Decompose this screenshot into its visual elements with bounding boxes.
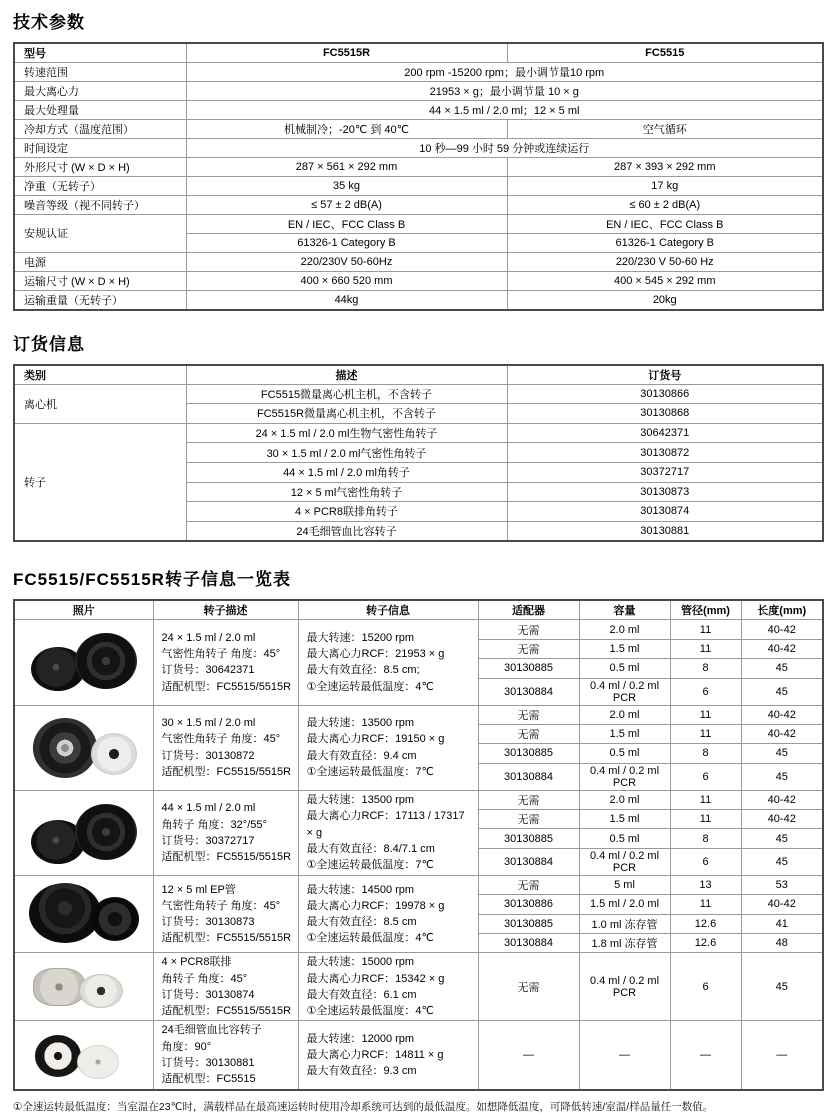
rotor-desc-line: 44 × 1.5 ml / 2.0 ml xyxy=(161,802,256,815)
rotor-desc xyxy=(153,620,298,705)
length-cell: 45 xyxy=(741,848,823,875)
diameter-cell: — xyxy=(670,1021,741,1090)
diameter-cell: 6 xyxy=(670,763,741,790)
table-row xyxy=(14,63,823,82)
rotor-photo-cell xyxy=(14,1021,153,1090)
rotor-desc-line: 角转子 角度：32°/55° xyxy=(161,818,267,831)
capacity-cell: 0.5 ml xyxy=(579,744,670,763)
rotor-desc-line: 30 × 1.5 ml / 2.0 ml xyxy=(161,717,256,730)
adapter-cell: 30130884 xyxy=(478,763,579,790)
rotor-photo-cell xyxy=(14,953,153,1021)
param-label: 噪音等级（视不同转子） xyxy=(14,196,186,215)
order-desc: 4 × PCR8联排角转子 xyxy=(186,502,507,522)
rotor-desc-line: 适配机型：FC5515 xyxy=(161,1073,256,1086)
order-number: 30130868 xyxy=(507,404,823,424)
order-number: 30130873 xyxy=(507,482,823,502)
rotor-info-line: 最大离心力RCF：15342 × g xyxy=(306,972,445,985)
col-header-model: 型号 xyxy=(14,43,186,63)
order-number: 30130872 xyxy=(507,443,823,463)
col-header-tube-length: 长度(mm) xyxy=(741,600,823,620)
table-row xyxy=(14,139,823,158)
table-header-row xyxy=(14,600,823,620)
order-desc: 12 × 5 ml气密性角转子 xyxy=(186,482,507,502)
length-cell: 45 xyxy=(741,744,823,763)
table-row xyxy=(14,290,823,310)
rotor-photo-pcr8-rotor xyxy=(29,966,139,1008)
order-desc: 24 × 1.5 ml / 2.0 ml生物气密性角转子 xyxy=(186,423,507,443)
length-cell: 45 xyxy=(741,763,823,790)
rotor-info-line: 最大有效直径：8.5 cm; xyxy=(306,664,420,677)
rotor-desc-line: 订货号：30130873 xyxy=(161,916,255,929)
rotor-desc xyxy=(153,1021,298,1090)
capacity-cell: 0.4 ml / 0.2 ml PCR xyxy=(579,848,670,875)
diameter-cell: 11 xyxy=(670,724,741,743)
rotor-info-line: 最大转速：13500 rpm xyxy=(306,717,415,730)
diameter-cell: 8 xyxy=(670,659,741,678)
capacity-cell: 2.0 ml xyxy=(579,620,670,639)
col-header-capacity: 容量 xyxy=(579,600,670,620)
section-title-ordering: 订货信息 xyxy=(13,334,85,354)
length-cell: 45 xyxy=(741,829,823,848)
rotor-photo-cell xyxy=(14,790,153,875)
rotor-desc-line: 12 × 5 ml EP管 xyxy=(161,883,236,896)
param-label: 转速范围 xyxy=(14,63,186,82)
rotor-info-line: 最大离心力RCF：21953 × g xyxy=(306,648,445,661)
diameter-cell: 6 xyxy=(670,678,741,705)
col-header-rotor-info: 转子信息 xyxy=(298,600,478,620)
capacity-cell: 1.5 ml xyxy=(579,724,670,743)
table-row xyxy=(14,875,823,894)
length-cell: 40-42 xyxy=(741,790,823,809)
order-number: 30130874 xyxy=(507,502,823,522)
length-cell: 40-42 xyxy=(741,620,823,639)
capacity-cell: 1.8 ml 冻存管 xyxy=(579,934,670,953)
rotor-photo-12x5ml-rotor xyxy=(25,881,143,947)
col-header-tube-diameter: 管径(mm) xyxy=(670,600,741,620)
rotor-info-line: 最大转速：12000 rpm xyxy=(306,1032,415,1045)
length-cell: 40-42 xyxy=(741,639,823,658)
table-row xyxy=(14,196,823,215)
rotor-info xyxy=(298,875,478,953)
param-label: 冷却方式（温度范围） xyxy=(14,120,186,139)
rotor-desc xyxy=(153,875,298,953)
order-number: 30372717 xyxy=(507,462,823,482)
table-row xyxy=(14,423,823,443)
rotor-info xyxy=(298,1021,478,1090)
param-value: 61326-1 Category B xyxy=(186,234,507,253)
length-cell: 45 xyxy=(741,678,823,705)
length-cell: 41 xyxy=(741,914,823,933)
table-row xyxy=(14,177,823,196)
rotor-info-line: 最大转速：13500 rpm xyxy=(306,794,415,807)
tech-params-table xyxy=(13,42,824,311)
table-row xyxy=(14,790,823,809)
rotor-info-line: 最大有效直径：8.5 cm xyxy=(306,916,417,929)
order-desc: 24毛细管血比容转子 xyxy=(186,521,507,541)
rotor-desc-line: 气密性角转子 角度：45° xyxy=(161,899,281,912)
param-label: 最大离心力 xyxy=(14,82,186,101)
rotor-desc-line: 角转子 角度：45° xyxy=(161,972,248,985)
table-row xyxy=(14,1021,823,1090)
adapter-cell: 30130885 xyxy=(478,744,579,763)
param-value: 220/230V 50-60Hz xyxy=(186,252,507,271)
table-row xyxy=(14,384,823,404)
order-number: 30130866 xyxy=(507,384,823,404)
col-header-photo: 照片 xyxy=(14,600,153,620)
col-header-category: 类别 xyxy=(14,365,186,385)
rotor-desc-line: 角度：90° xyxy=(161,1040,212,1053)
adapter-cell: 30130885 xyxy=(478,829,579,848)
diameter-cell: 13 xyxy=(670,875,741,894)
col-header-adapter: 适配器 xyxy=(478,600,579,620)
length-cell: — xyxy=(741,1021,823,1090)
capacity-cell: 2.0 ml xyxy=(579,705,670,724)
footnote: ①全速运转最低温度：当室温在23℃时，满载样品在最高速运转时使用冷却系统可达到的最低温度。如想降低温度，可降低转速/室温/样品量任一数值。 xyxy=(13,1100,714,1113)
rotor-desc xyxy=(153,790,298,875)
order-desc: FC5515微量离心机主机，不含转子 xyxy=(186,384,507,404)
param-value: 空气循环 xyxy=(507,120,823,139)
diameter-cell: 11 xyxy=(670,620,741,639)
rotor-photo-cell xyxy=(14,705,153,790)
order-desc: FC5515R微量离心机主机，不含转子 xyxy=(186,404,507,424)
ordering-table xyxy=(13,364,824,542)
rotor-desc-line: 订货号：30130881 xyxy=(161,1057,255,1070)
adapter-cell: 无需 xyxy=(478,724,579,743)
rotor-desc-line: 订货号：30130872 xyxy=(161,749,255,762)
table-row xyxy=(14,620,823,639)
col-header-description: 描述 xyxy=(186,365,507,385)
rotor-info-line: 最大有效直径：9.4 cm xyxy=(306,749,417,762)
param-value: 35 kg xyxy=(186,177,507,196)
rotor-info-line: 最大有效直径：6.1 cm xyxy=(306,988,417,1001)
adapter-cell: 无需 xyxy=(478,639,579,658)
table-header-row xyxy=(14,365,823,385)
param-label: 运输重量（无转子） xyxy=(14,290,186,310)
diameter-cell: 12.6 xyxy=(670,914,741,933)
param-value: 220/230 V 50-60 Hz xyxy=(507,252,823,271)
length-cell: 40-42 xyxy=(741,895,823,914)
capacity-cell: 1.5 ml xyxy=(579,810,670,829)
capacity-cell: 1.5 ml / 2.0 ml xyxy=(579,895,670,914)
diameter-cell: 12.6 xyxy=(670,934,741,953)
rotor-info xyxy=(298,953,478,1021)
param-value: 44kg xyxy=(186,290,507,310)
adapter-cell: — xyxy=(478,1021,579,1090)
table-row xyxy=(14,252,823,271)
rotor-info-line: 最大离心力RCF：17113 / 17317 × g xyxy=(306,810,465,839)
rotor-info-line: ①全速运转最低温度：7℃ xyxy=(306,765,434,778)
table-row xyxy=(14,215,823,234)
length-cell: 48 xyxy=(741,934,823,953)
rotor-desc-line: 气密性角转子 角度：45° xyxy=(161,733,281,746)
rotor-photo-24x-angle-rotor xyxy=(25,629,143,695)
param-value: ≤ 57 ± 2 dB(A) xyxy=(186,196,507,215)
rotor-photo-cell xyxy=(14,875,153,953)
diameter-cell: 11 xyxy=(670,639,741,658)
rotor-desc-line: 适配机型：FC5515/5515R xyxy=(161,1005,292,1018)
diameter-cell: 8 xyxy=(670,829,741,848)
param-value: EN / IEC、FCC Class B xyxy=(186,215,507,234)
table-row xyxy=(14,953,823,1021)
rotor-desc-line: 订货号：30130874 xyxy=(161,988,255,1001)
rotor-desc-line: 适配机型：FC5515/5515R xyxy=(161,932,292,945)
rotor-info-line: 最大转速：14500 rpm xyxy=(306,883,415,896)
adapter-cell: 无需 xyxy=(478,875,579,894)
table-row xyxy=(14,158,823,177)
param-value: ≤ 60 ± 2 dB(A) xyxy=(507,196,823,215)
diameter-cell: 6 xyxy=(670,953,741,1021)
param-value: 400 × 660 520 mm xyxy=(186,271,507,290)
section-title-tech-params: 技术参数 xyxy=(13,13,85,32)
diameter-cell: 11 xyxy=(670,895,741,914)
param-value: EN / IEC、FCC Class B xyxy=(507,215,823,234)
param-value: 287 × 393 × 292 mm xyxy=(507,158,823,177)
rotor-desc-line: 适配机型：FC5515/5515R xyxy=(161,851,292,864)
param-value: 44 × 1.5 ml / 2.0 ml；12 × 5 ml xyxy=(186,101,823,120)
capacity-cell: 1.5 ml xyxy=(579,639,670,658)
length-cell: 45 xyxy=(741,953,823,1021)
table-row xyxy=(14,271,823,290)
rotor-info-line: 最大离心力RCF：14811 × g xyxy=(306,1048,444,1061)
capacity-cell: 1.0 ml 冻存管 xyxy=(579,914,670,933)
diameter-cell: 11 xyxy=(670,790,741,809)
param-value: 287 × 561 × 292 mm xyxy=(186,158,507,177)
rotor-photo-30x-angle-rotor xyxy=(25,715,143,781)
rotor-info-line: 最大离心力RCF：19978 × g xyxy=(306,899,445,912)
rotor-info-line: 最大离心力RCF：19150 × g xyxy=(306,733,445,746)
table-row xyxy=(14,120,823,139)
diameter-cell: 6 xyxy=(670,848,741,875)
order-desc: 30 × 1.5 ml / 2.0 ml气密性角转子 xyxy=(186,443,507,463)
rotor-desc xyxy=(153,953,298,1021)
param-value: 10 秒—99 小时 59 分钟或连续运行 xyxy=(186,139,823,158)
param-value: 17 kg xyxy=(507,177,823,196)
col-header-fc5515r: FC5515R xyxy=(186,43,507,63)
rotor-photo-cell xyxy=(14,620,153,705)
length-cell: 45 xyxy=(741,659,823,678)
length-cell: 53 xyxy=(741,875,823,894)
param-value: 400 × 545 × 292 mm xyxy=(507,271,823,290)
rotor-info-line: 最大转速：15000 rpm xyxy=(306,956,415,969)
length-cell: 40-42 xyxy=(741,724,823,743)
param-label: 净重（无转子） xyxy=(14,177,186,196)
table-row xyxy=(14,705,823,724)
adapter-cell: 无需 xyxy=(478,810,579,829)
adapter-cell: 30130884 xyxy=(478,678,579,705)
rotor-info-line: 最大转速：15200 rpm xyxy=(306,631,415,644)
rotor-info-line: ①全速运转最低温度：4℃ xyxy=(306,680,434,693)
rotor-info-line: ①全速运转最低温度：4℃ xyxy=(306,932,434,945)
table-row xyxy=(14,101,823,120)
order-category: 转子 xyxy=(14,423,186,541)
capacity-cell: 0.4 ml / 0.2 ml PCR xyxy=(579,678,670,705)
param-value: 21953 × g；最小调节量 10 × g xyxy=(186,82,823,101)
param-label: 最大处理量 xyxy=(14,101,186,120)
rotor-desc-line: 订货号：30372717 xyxy=(161,834,255,847)
rotor-desc-line: 订货号：30642371 xyxy=(161,664,255,677)
diameter-cell: 11 xyxy=(670,705,741,724)
length-cell: 40-42 xyxy=(741,810,823,829)
rotor-info xyxy=(298,705,478,790)
adapter-cell: 无需 xyxy=(478,790,579,809)
capacity-cell: 0.4 ml / 0.2 ml PCR xyxy=(579,763,670,790)
rotor-desc-line: 气密性角转子 角度：45° xyxy=(161,648,281,661)
rotor-info-line: 最大有效直径：9.3 cm xyxy=(306,1065,417,1078)
table-row xyxy=(14,82,823,101)
rotor-desc-line: 24毛细管血比容转子 xyxy=(161,1024,262,1037)
param-label: 电源 xyxy=(14,252,186,271)
adapter-cell: 无需 xyxy=(478,705,579,724)
rotor-info xyxy=(298,620,478,705)
capacity-cell: 0.4 ml / 0.2 ml PCR xyxy=(579,953,670,1021)
param-value: 200 rpm -15200 rpm；最小调节量10 rpm xyxy=(186,63,823,82)
adapter-cell: 30130885 xyxy=(478,914,579,933)
rotor-photo-hematocrit-rotor xyxy=(29,1031,139,1079)
param-value: 机械制冷；-20℃ 到 40℃ xyxy=(186,120,507,139)
param-value: 20kg xyxy=(507,290,823,310)
rotor-photo-44x-angle-rotor xyxy=(25,800,143,866)
length-cell: 40-42 xyxy=(741,705,823,724)
adapter-cell: 无需 xyxy=(478,953,579,1021)
diameter-cell: 8 xyxy=(670,744,741,763)
adapter-cell: 30130884 xyxy=(478,934,579,953)
col-header-fc5515: FC5515 xyxy=(507,43,823,63)
capacity-cell: 0.5 ml xyxy=(579,659,670,678)
rotor-info-line: ①全速运转最低温度：7℃ xyxy=(306,859,434,872)
capacity-cell: — xyxy=(579,1021,670,1090)
rotor-info xyxy=(298,790,478,875)
rotor-desc-line: 24 × 1.5 ml / 2.0 ml xyxy=(161,631,256,644)
capacity-cell: 5 ml xyxy=(579,875,670,894)
order-number: 30642371 xyxy=(507,423,823,443)
param-label: 外形尺寸 (W × D × H) xyxy=(14,158,186,177)
param-label: 运输尺寸 (W × D × H) xyxy=(14,271,186,290)
adapter-cell: 30130886 xyxy=(478,895,579,914)
adapter-cell: 30130884 xyxy=(478,848,579,875)
table-header-row xyxy=(14,43,823,63)
rotor-desc-line: 适配机型：FC5515/5515R xyxy=(161,765,292,778)
col-header-rotor-desc: 转子描述 xyxy=(153,600,298,620)
adapter-cell: 无需 xyxy=(478,620,579,639)
capacity-cell: 2.0 ml xyxy=(579,790,670,809)
capacity-cell: 0.5 ml xyxy=(579,829,670,848)
order-number: 30130881 xyxy=(507,521,823,541)
order-category: 离心机 xyxy=(14,384,186,423)
param-value: 61326-1 Category B xyxy=(507,234,823,253)
param-label: 时间设定 xyxy=(14,139,186,158)
col-header-order-number: 订货号 xyxy=(507,365,823,385)
order-desc: 44 × 1.5 ml / 2.0 ml角转子 xyxy=(186,462,507,482)
param-label: 安规认证 xyxy=(14,215,186,253)
rotor-desc-line: 适配机型：FC5515/5515R xyxy=(161,680,292,693)
rotor-info-line: ①全速运转最低温度：4℃ xyxy=(306,1005,434,1018)
rotor-info-table xyxy=(13,599,824,1091)
adapter-cell: 30130885 xyxy=(478,659,579,678)
rotor-info-line: 最大有效直径：8.4/7.1 cm xyxy=(306,842,435,855)
section-title-rotor-overview: FC5515/FC5515R转子信息一览表 xyxy=(13,569,291,589)
rotor-desc xyxy=(153,705,298,790)
rotor-desc-line: 4 × PCR8联排 xyxy=(161,956,232,969)
diameter-cell: 11 xyxy=(670,810,741,829)
